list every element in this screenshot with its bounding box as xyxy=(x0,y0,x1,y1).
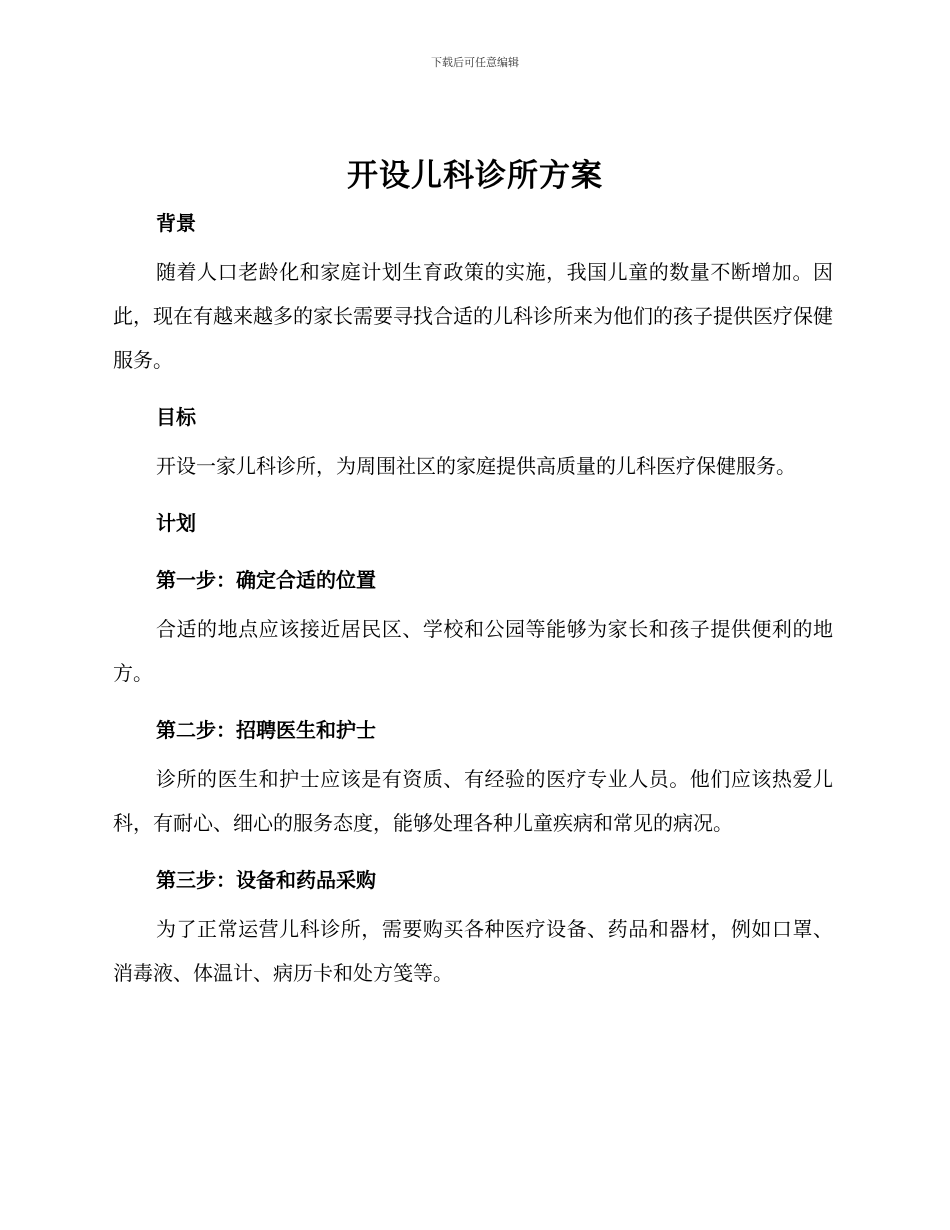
section-heading-step-2: 第二步：招聘医生和护士 xyxy=(156,718,376,742)
header-note: 下载后可任意编辑 xyxy=(431,56,519,69)
section-heading-background: 背景 xyxy=(156,211,196,235)
paragraph-goal: 开设一家儿科诊所，为周围社区的家庭提供高质量的儿科医疗保健服务。 xyxy=(156,454,796,478)
section-heading-step-1: 第一步：确定合适的位置 xyxy=(156,568,376,592)
paragraph-background: 随着人口老龄化和家庭计划生育政策的实施，我国儿童的数量不断增加。因此，现在有越来越多的家长需要寻找合适的儿科诊所来为他们的孩子提供医疗保健服务。 xyxy=(113,260,833,372)
section-heading-goal: 目标 xyxy=(156,405,196,429)
paragraph-step-3: 为了正常运营儿科诊所，需要购买各种医疗设备、药品和器材，例如口罩、消毒液、体温计、病历卡和处方笺等。 xyxy=(113,917,833,985)
section-heading-step-3: 第三步：设备和药品采购 xyxy=(156,868,376,892)
document-body xyxy=(113,203,833,1010)
section-heading-plan: 计划 xyxy=(156,511,196,535)
document-title: 开设儿科诊所方案 xyxy=(347,158,603,194)
paragraph-step-2: 诊所的医生和护士应该是有资质、有经验的医疗专业人员。他们应该热爱儿科，有耐心、细心的服务态度，能够处理各种儿童疾病和常见的病况。 xyxy=(113,767,833,835)
paragraph-step-1: 合适的地点应该接近居民区、学校和公园等能够为家长和孩子提供便利的地方。 xyxy=(113,617,833,685)
